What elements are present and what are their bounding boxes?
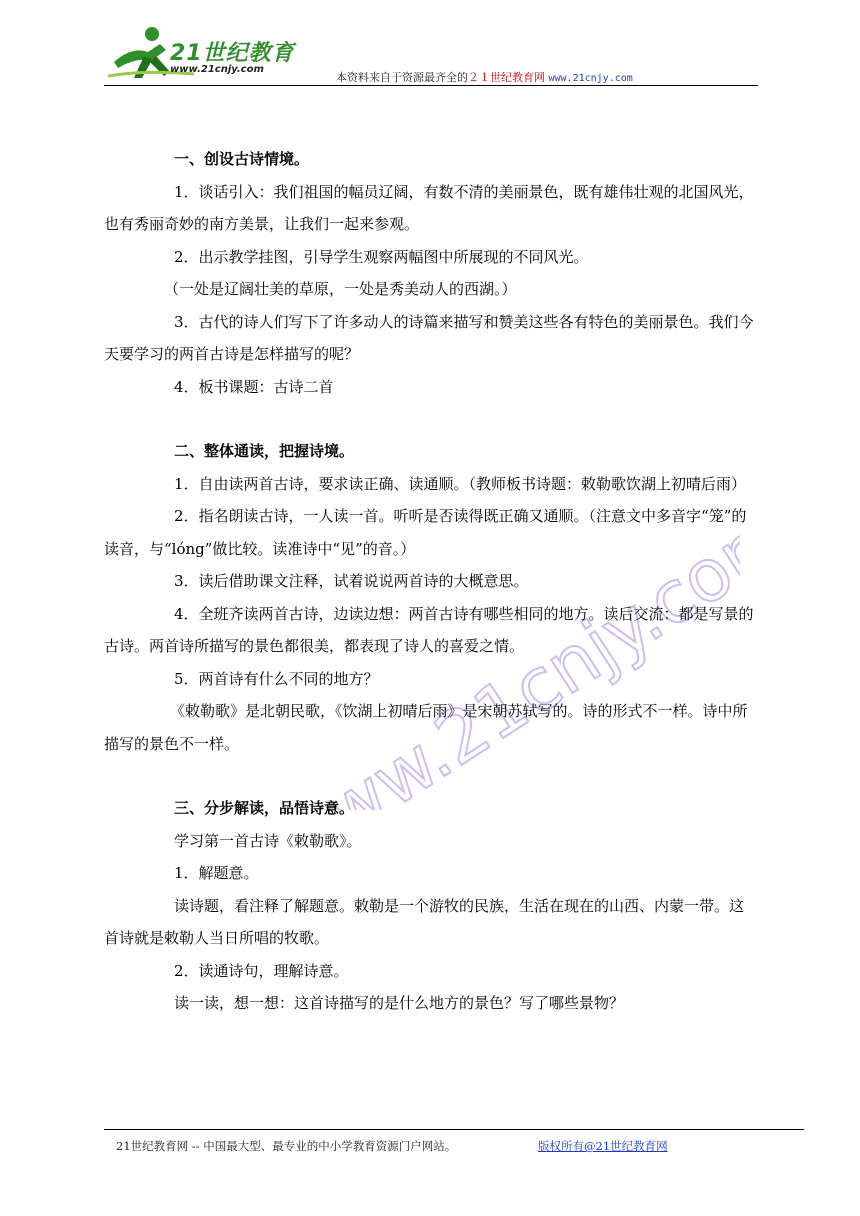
footer-tagline: 21世纪教育网 -- 中国最大型、最专业的中小学教育资源门户网站。 [116,1139,457,1153]
paragraph: 学习第一首古诗《敕勒歌》。 [174,831,362,850]
paragraph: 《敕勒歌》是北朝民歌，《饮湖上初晴后雨》是宋朝苏轼写的。诗的形式不一样。诗中所描写的景色不一样。 [104,702,748,753]
section-heading: 三、分步解读，品悟诗意。 [174,799,355,817]
header-divider [104,85,758,86]
paragraph: 4．板书课题：古诗二首 [174,377,334,396]
paragraph: 读一读，想一想：这首诗描写的是什么地方的景色？写了哪些景物？ [174,994,625,1012]
page-footer [116,1138,668,1154]
paragraph: （一处是辽阔壮美的草原，一处是秀美动人的西湖。） [164,280,517,298]
paragraph-spacer [104,403,756,435]
site-logo[interactable] [104,22,314,84]
paragraph: 1．自由读两首古诗，要求读正确、读通顺。（教师板书诗题：敕勒歌饮湖上初晴后雨） [174,474,747,493]
paragraph: 2．出示教学挂图，引导学生观察两幅图中所展现的不同风光。 [174,247,589,266]
paragraph: 3．古代的诗人们写下了许多动人的诗篇来描写和赞美这些各有特色的美丽景色。我们今天要学习的两首古诗是怎样描写的呢？ [104,312,754,363]
footer-divider [104,1129,804,1130]
section-heading: 一、创设古诗情境。 [174,150,310,168]
paragraph-spacer [104,760,756,792]
paragraph: 5．两首诗有什么不同的地方？ [174,669,379,688]
footer-copyright-link[interactable]: 版权所有@21世纪教育网 [538,1139,668,1153]
paragraph: 读诗题，看注释了解题意。敕勒是一个游牧的民族，生活在现在的山西、内蒙一带。这首诗就是敕勒人当日所唱的牧歌。 [104,896,745,947]
logo-text: 21世纪教育 [170,41,295,66]
logo-url: www.21cnjy.com [170,64,264,75]
document-body [104,143,756,1020]
header-note-prefix: 本资料来自于资源最齐全的 [336,71,468,84]
page-header [104,22,758,86]
paragraph: 4．全班齐读两首古诗，边读边想：两首古诗有哪些相同的地方。读后交流：都是写景的古诗。两首诗所描写的景色都很美，都表现了诗人的喜爱之情。 [104,604,754,655]
paragraph: 2．读通诗句，理解诗意。 [174,961,349,980]
paragraph: 3．读后借助课文注释，试着说说两首诗的大概意思。 [174,572,529,590]
header-source-note [336,69,633,85]
watermark-text: www.21cnjy.com [258,490,740,810]
header-note-site-name[interactable]: ２１世纪教育网 [468,71,545,84]
paragraph: 1．谈话引入：我们祖国的幅员辽阔，有数不清的美丽景色，既有雄伟壮观的北国风光，也有秀丽奇妙的南方美景，让我们一起来参观。 [104,182,754,233]
header-note-url[interactable]: www.21cnjy.com [548,73,633,84]
section-heading: 二、整体通读，把握诗境。 [174,442,355,460]
paragraph: 2．指名朗读古诗，一人读一首。听听是否读得既正确又通顺。（注意文中多音字“笼”的读音，与“lóng”做比较。读准诗中“见”的音。） [104,507,747,558]
paragraph: 1．解题意。 [174,864,259,882]
